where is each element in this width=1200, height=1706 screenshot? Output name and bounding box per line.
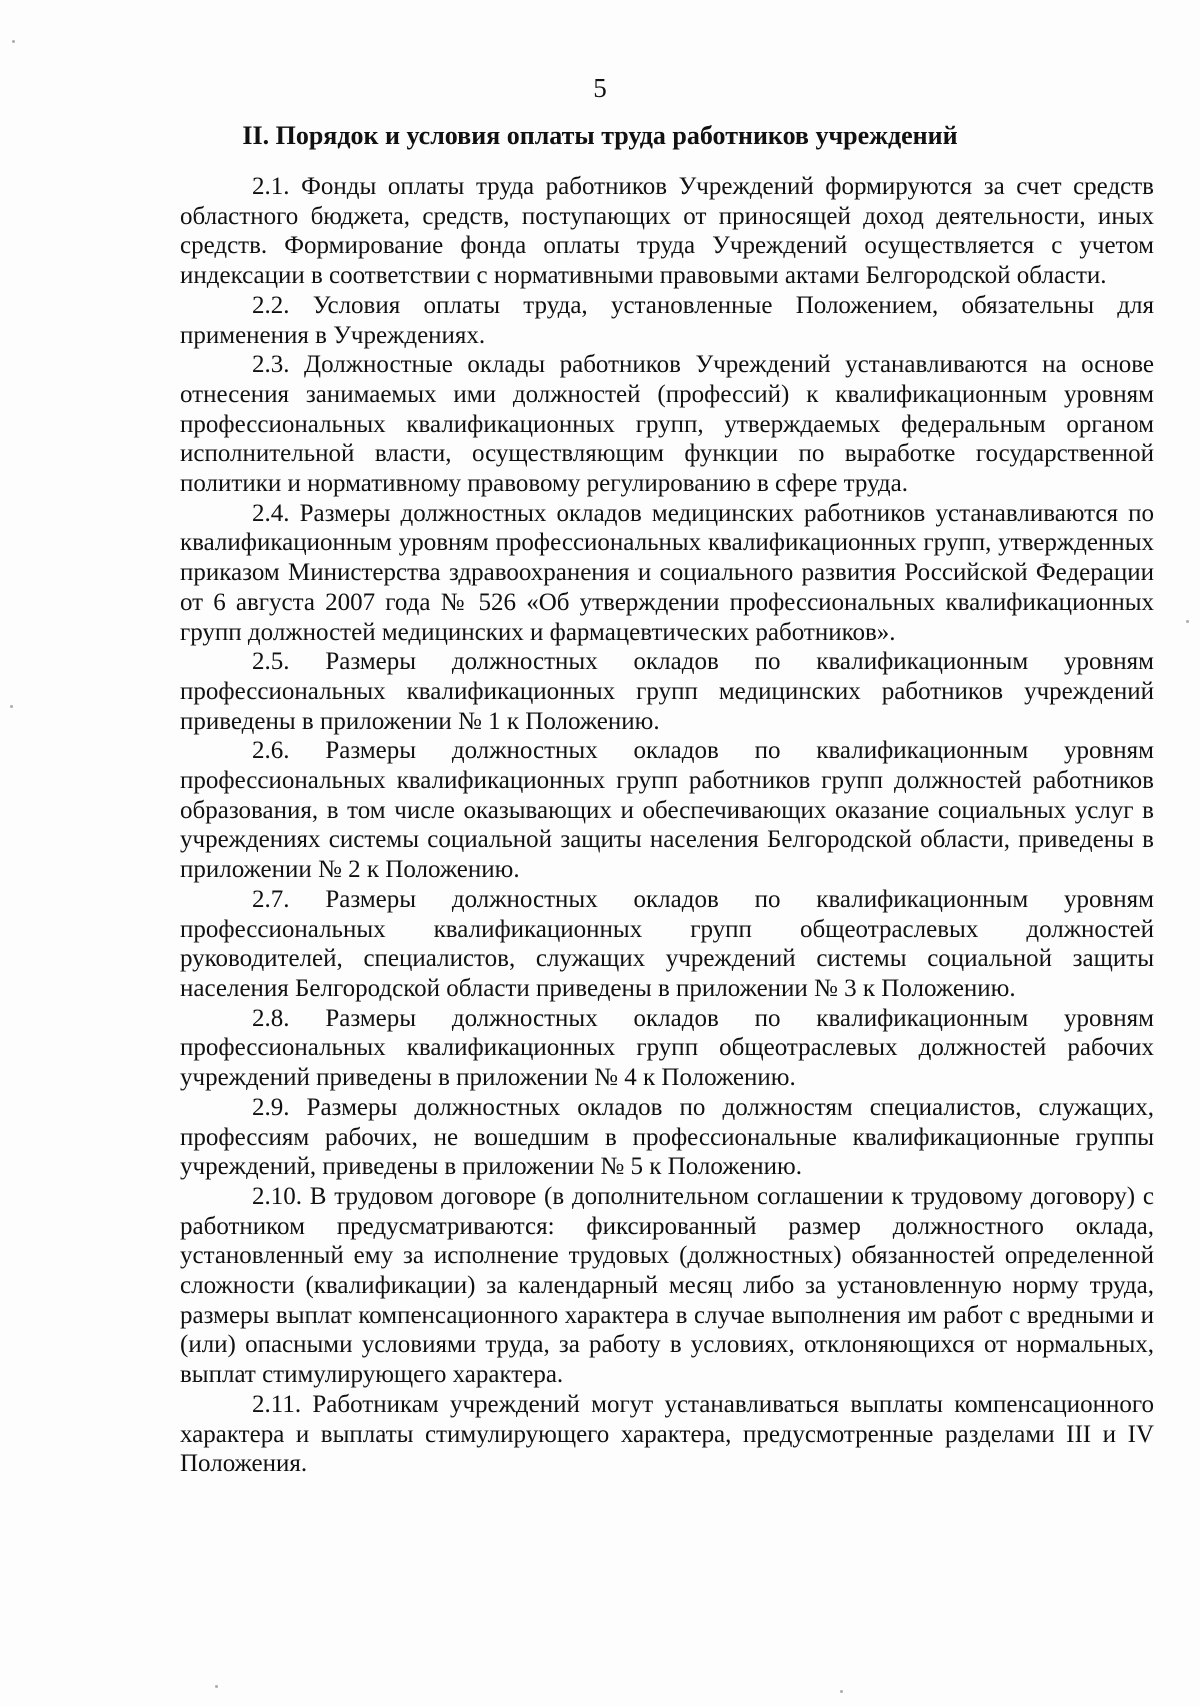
paragraph-2-11: 2.11. Работникам учреждений могут устанавливаться выплаты компенсационного характера и выплаты стимулирующего характера, предусмотренные разделами III и IV Положения. <box>180 1390 1154 1478</box>
paragraph-2-7: 2.7. Размеры должностных окладов по квалификационным уровням профессиональных квалификационных групп общеотраслевых должностей руководителей, специалистов, служащих учреждений системы социальной защиты населения Белгородской области приведены в приложении № 3 к Положению. <box>180 885 1154 1002</box>
paragraph-2-4: 2.4. Размеры должностных окладов медицинских работников устанавливаются по квалификационным уровням профессиональных квалификационных групп, утвержденных приказом Министерства здравоохранения и социального развития Российской Федерации от 6 августа 2007 года № 526 «Об утверждении профессиональных квалификационных групп должностей медицинских и фармацевтических работников». <box>180 499 1154 646</box>
paragraph-2-10: 2.10. В трудовом договоре (в дополнительном соглашении к трудовому договору) с работником предусматриваются: фиксированный размер должностного оклада, установленный ему за исполнение трудовых (должностных) обязанностей определенной сложности (квалификации) за календарный месяц либо за установленную норму труда, размеры выплат компенсационного характера в случае выполнения им работ с вредными и (или) опасными условиями труда, за работу в условиях, отклоняющихся от нормальных, выплат стимулирующего характера. <box>180 1182 1154 1389</box>
paragraph-2-5: 2.5. Размеры должностных окладов по квалификационным уровням профессиональных квалификационных групп медицинских работников учреждений приведены в приложении № 1 к Положению. <box>180 648 1154 735</box>
page-number: 5 <box>593 73 607 103</box>
paragraph-2-6: 2.6. Размеры должностных окладов по квалификационным уровням профессиональных квалификационных групп работников групп должностей работников образования, в том числе оказывающих и обеспечивающих оказание социальных услуг в учреждениях системы социальной защиты населения Белгородской области, приведены в приложении № 2 к Положению. <box>180 737 1154 884</box>
section-title: II. Порядок и условия оплаты труда работников учреждений <box>242 121 958 150</box>
scan-speck <box>215 1685 218 1688</box>
scan-speck <box>840 1690 843 1693</box>
scan-speck <box>12 40 15 43</box>
document-body <box>180 172 1154 1479</box>
paragraph-2-2: 2.2. Условия оплаты труда, установленные Положением, обязательны для применения в Учреждениях. <box>180 291 1154 349</box>
scan-speck <box>1186 620 1189 623</box>
paragraph-2-3: 2.3. Должностные оклады работников Учреждений устанавливаются на основе отнесения занимаемых ими должностей (профессий) к квалификационным уровням профессиональных квалификационных групп, утверждаемых федеральным органом исполнительной власти, осуществляющим функции по выработке государственной политики и нормативному правовому регулированию в сфере труда. <box>180 351 1154 498</box>
paragraph-2-1: 2.1. Фонды оплаты труда работников Учреждений формируются за счет средств областного бюджета, средств, поступающих от приносящей доход деятельности, иных средств. Формирование фонда оплаты труда Учреждений осуществляется с учетом индексации в соответствии с нормативными правовыми актами Белгородской области. <box>180 173 1154 290</box>
paragraph-2-9: 2.9. Размеры должностных окладов по должностям специалистов, служащих, профессиям рабочих, не вошедшим в профессиональные квалификационные группы учреждений, приведены в приложении № 5 к Положению. <box>180 1093 1154 1181</box>
paragraph-2-8: 2.8. Размеры должностных окладов по квалификационным уровням профессиональных квалификационных групп общеотраслевых должностей рабочих учреждений приведены в приложении № 4 к Положению. <box>180 1004 1154 1092</box>
scan-speck <box>10 705 13 708</box>
